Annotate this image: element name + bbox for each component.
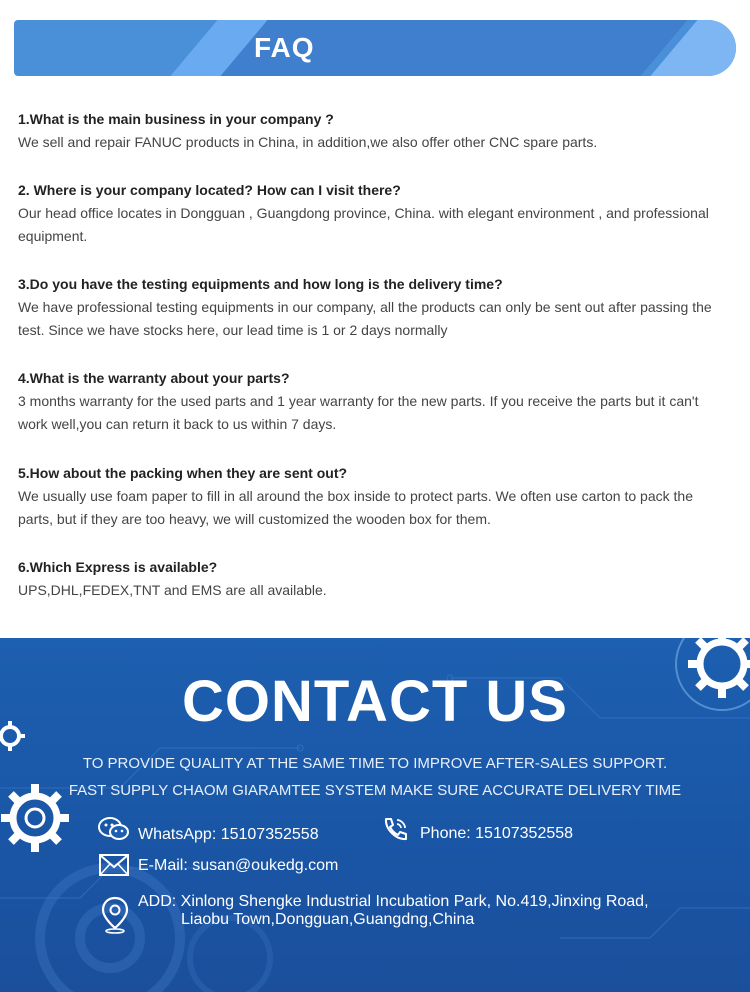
tagline: FAST SUPPLY CHAOM GIARAMTEE SYSTEM MAKE SURE ACCURATE DELIVERY TIME	[68, 782, 682, 799]
wechat-icon	[98, 816, 130, 842]
email-text: E-Mail: susan@oukedg.com	[138, 857, 339, 874]
faq-question: 6.Which Express is available?	[18, 559, 218, 575]
faq-item	[18, 108, 728, 154]
faq-answer: We have professional testing equipments in our company, all the products can only be sent out after passing the test. Since we have stocks here, our lead time is 1 or 2 days normally	[18, 299, 712, 338]
mail-icon	[99, 854, 129, 876]
faq-answer: 3 months warranty for the used parts and 1 year warranty for the new parts. If you receive the parts but it can't work well,you can return it back to us within 7 days.	[18, 393, 699, 432]
faq-answer: We usually use foam paper to fill in all around the box inside to protect parts. We often use carton to pack the parts, but if they are too heavy, we will customized the wooden box for them.	[18, 488, 693, 527]
whatsapp-text: WhatsApp: 15107352558	[138, 826, 319, 843]
faq-answer: UPS,DHL,FEDEX,TNT and EMS are all available.	[18, 582, 327, 598]
address-text	[138, 893, 649, 929]
faq-answer: We sell and repair FANUC products in China, in addition,we also offer other CNC spare parts.	[18, 134, 598, 150]
faq-answer: Our head office locates in Dongguan , Guangdong province, China. with elegant environment , and professional equipment.	[18, 205, 709, 244]
faq-item	[18, 179, 728, 248]
faq-item	[18, 273, 728, 342]
phone-text: Phone: 15107352558	[420, 825, 574, 842]
faq-title: FAQ	[254, 32, 315, 63]
faq-question: 4.What is the warranty about your parts?	[18, 370, 290, 386]
faq-item	[18, 367, 728, 436]
faq-question: 1.What is the main business in your company ?	[18, 111, 334, 127]
faq-question: 5.How about the packing when they are sent out?	[18, 465, 348, 481]
faq-question: 3.Do you have the testing equipments and how long is the delivery time?	[18, 276, 503, 292]
faq-question: 2. Where is your company located? How can I visit there?	[18, 182, 401, 198]
contact-title: CONTACT US	[182, 669, 568, 734]
address-line: Liaobu Town,Dongguan,Guangdng,China	[181, 911, 475, 928]
address-line: ADD: Xinlong Shengke Industrial Incubation Park, No.419,Jinxing Road,	[138, 893, 649, 910]
phone-icon	[382, 816, 410, 842]
location-pin-icon	[101, 896, 129, 934]
tagline: TO PROVIDE QUALITY AT THE SAME TIME TO IMPROVE AFTER-SALES SUPPORT.	[82, 755, 668, 772]
contact-section	[0, 638, 750, 992]
faq-item	[18, 462, 728, 531]
faq-item	[18, 556, 728, 602]
faq-banner	[14, 20, 736, 76]
